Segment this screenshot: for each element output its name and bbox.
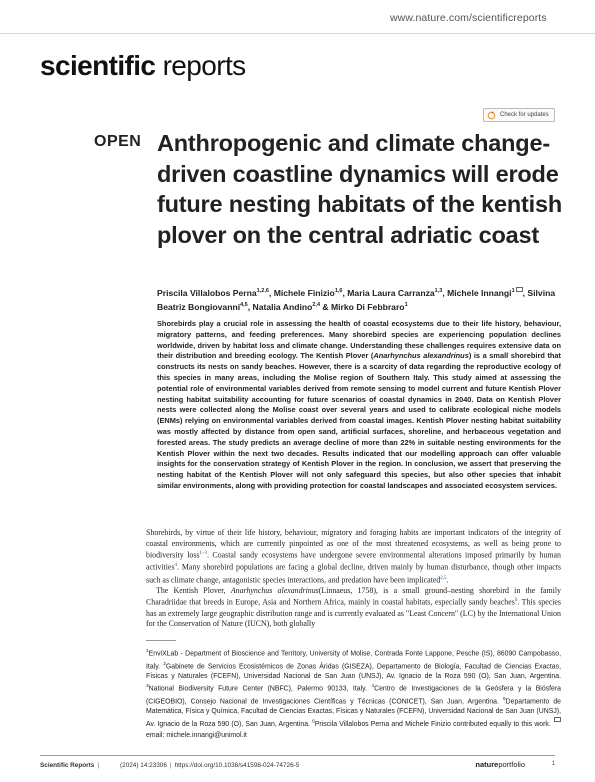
author-name[interactable]: Michele Finizio [273, 287, 335, 298]
affiliations-divider [146, 640, 176, 641]
affiliation-text: Centro de Investigaciones de la Geósfera y la Biósfera (CIGEOBIO), Consejo Nacional de Investigaciones Científicas y Técnicas (CONICET), San Juan, Argentina. [146, 685, 561, 705]
author-affiliation: 1,6 [334, 288, 343, 294]
brand-light: reports [162, 50, 246, 81]
author-name[interactable]: Mirko Di Febbraro [331, 302, 405, 313]
author-affiliation: 1,3 [434, 288, 443, 294]
email-label: email: [146, 731, 165, 739]
open-access-label: OPEN [94, 133, 142, 150]
author-affiliation: 1,2,6 [256, 288, 269, 294]
body-text: The Kentish Plover, [156, 585, 231, 595]
affiliation-number: 3 [146, 684, 149, 690]
author-name[interactable]: Maria Laura Carranza [347, 287, 435, 298]
footer-journal: Scientific Reports [40, 761, 95, 769]
affiliation-text: Departamento de Matemática, Física y Química, Facultad de Ciencias Exactas, Físicas y Naturales (FCEFN), Universidad Nacional de San Juan (UNSJ), Av. Ignacio de la Roza 590 (O), San Juan, Argentina. [146, 698, 562, 729]
publisher-bold: nature [475, 760, 499, 769]
check-for-updates-button[interactable] [483, 108, 555, 122]
page-footer [40, 759, 555, 771]
author-name[interactable]: Natalia Andino [252, 302, 313, 313]
author-affiliation: 4,5 [240, 302, 248, 309]
envelope-icon [554, 717, 561, 722]
abstract [157, 319, 561, 492]
article-body [146, 528, 561, 630]
email-link[interactable]: michele.innangi@unimol.it [166, 731, 247, 739]
affiliation-number: 5 [502, 696, 506, 702]
header-divider [0, 33, 595, 34]
body-text: . This species has an extremely large geographic distribution range and is currently evaluated as "Least Concern" (LC) by the International Union for the Conservation of Nature (IUCN), both globally [146, 598, 562, 629]
abstract-text: Shorebirds play a crucial role in assessing the health of coastal ecosystems due to their life history, behaviour, migratory patterns, and feeding preferences. Many shorebird species are experiencing population declines worldwide, driven by habitat loss and climate change. Understanding these challenges requires extensive data on their distribution and breeding ecology. The Kentish Plover ( [157, 319, 561, 361]
citation-link[interactable]: 1–3 [199, 551, 207, 557]
body-text: . Coastal sandy ecosystems have undergone severe environmental alterations imposed primarily by human activities [146, 550, 561, 573]
affiliation-number: 1 [146, 649, 149, 654]
abstract-species: Anarhynchus alexandrinus [373, 351, 469, 361]
footer-separator: | [169, 761, 172, 769]
citation-link[interactable]: 2,5 [440, 575, 447, 581]
journal-logo[interactable] [40, 50, 246, 82]
body-paragraph [146, 586, 561, 630]
envelope-icon[interactable] [516, 287, 523, 292]
author-name[interactable]: Priscila Villalobos Perna [157, 287, 257, 298]
body-text: . [446, 575, 449, 585]
affiliation-number: 6 [312, 720, 315, 726]
publisher-light: portfolio [498, 760, 525, 769]
body-text: Shorebirds, by virtue of their life history, behaviour, migratory and foraging habits are important indicators of the integrity of coastal environments, which are currently pinpointed as one of the most threatened ecosystems, as well as being prone to biodiversity loss [146, 528, 561, 560]
refresh-icon [487, 111, 496, 120]
author-name[interactable]: Michele Innangi [447, 287, 512, 298]
brand-bold: scientific [40, 50, 156, 81]
publisher-logo [475, 760, 525, 769]
author-name[interactable]: Silvina Beatriz Bongiovanni [157, 287, 556, 313]
affiliations [146, 647, 561, 741]
citation-link[interactable]: 6 [514, 598, 518, 604]
author-affiliation: 1 [404, 302, 408, 309]
article-title: Anthropogenic and climate change-driven coastline dynamics will erode future nesting habitats of the kentish plover on the central adriatic coast [157, 130, 562, 248]
site-url[interactable]: www.nature.com/scientificreports [390, 12, 547, 24]
page-number: 1 [551, 760, 555, 767]
doi-link[interactable]: https://doi.org/10.1038/s41598-024-74726-5 [174, 761, 300, 769]
affiliation-text: National Biodiversity Future Center (NBFC), Palermo 90133, Italy. [148, 685, 372, 693]
citation-link[interactable]: 4 [174, 563, 177, 569]
abstract-text: ) is a small shorebird that constructs its nests on sandy beaches. However, there is a scarcity of data regarding the reproductive ecology of this species in many areas, including the Molise region of Southern Italy. This study aimed at assessing the potential role of environmental variables derived from remote sensing to model current and future Kentish Plover nesting habitat suitability accounting for future scenarios of coastal dynamics in 2040. Data on Kentish Plover nests were collected along the Molise coast over several years and used to calibrate ecological niche models (ENMs) relying on environmental variables derived from coastal images. Kentish Plover nesting habitat suitability was mostly affected by distance from open sand, artificial surfaces, shoreline, and herbaceous vegetation and forested areas. The study predicts an average decline of more than 22% in suitable nesting environments for the Kentish Plover within the next two decades. Results indicated that our modelling approach can offer valuable insights for the conservation strategy of Kentish Plover in the region. In conclusion, we assert that preserving the nesting habitat of the Kentish Plover will not only safeguard this species, but also other species that inhabit similar environments, along with providing protection for coastal landscapes and associated ecosystem services. [157, 351, 561, 490]
body-species: Anarhynchus alexandrinus [230, 585, 319, 595]
author-affiliation: 1 [511, 288, 515, 294]
affiliation-text: Gabinete de Servicios Ecosistémicos de Zonas Áridas (GISEZA), Departamento de Biología, Facultad de Ciencias Exactas, Físicas y Naturales (FCEFN), Universidad Nacional de San Juan (UNSJ), Av. Ignacio de la Roza 590 (O), San Juan, Argentina. [146, 662, 561, 680]
footer-citation: (2024) 14:23306 [120, 761, 167, 769]
author-list: Priscila Villalobos Perna$^{1,2,6}$, Michele Finizio$^{1,6}$, Maria Laura Carranza$^{1,3}$, Michele Innangi$^1$ , Silvina Beatriz Bongiovanni$^{4,5}$, Natalia Andino$^{2,4}$ & Mirko Di Febbraro$^1$ [157, 287, 556, 313]
affiliation-text: Priscila Villalobos Perna and Michele Finizio contributed equally to this work. [314, 721, 553, 729]
affiliation-number: 4 [371, 684, 375, 690]
affiliation-number: 2 [163, 661, 166, 667]
author-affiliation: 2,4 [312, 302, 321, 309]
footer-separator: | [97, 761, 100, 769]
affiliation-text: EnviXLab - Department of Bioscience and Territory, University of Molise, Contrada Fonte Lappone, Pesche (IS), 86090 Campobasso, Italy. [146, 650, 561, 670]
footer-divider [40, 755, 555, 756]
body-text: (Linnaeus, 1758), is a small ground–nesting shorebird in the family Charadriidae that breeds in Europe, Asia and Northern Africa, mainly in coastal habitats, especially sandy beaches [146, 585, 561, 608]
check-for-updates-label: Check for updates [500, 112, 549, 118]
body-paragraph [146, 528, 561, 586]
body-text: . Many shorebird populations are facing a global decline, driven mainly by human disturbance, though other impacts such as climate change, antagonistic species interactions, and predation have been implicated [146, 563, 561, 585]
